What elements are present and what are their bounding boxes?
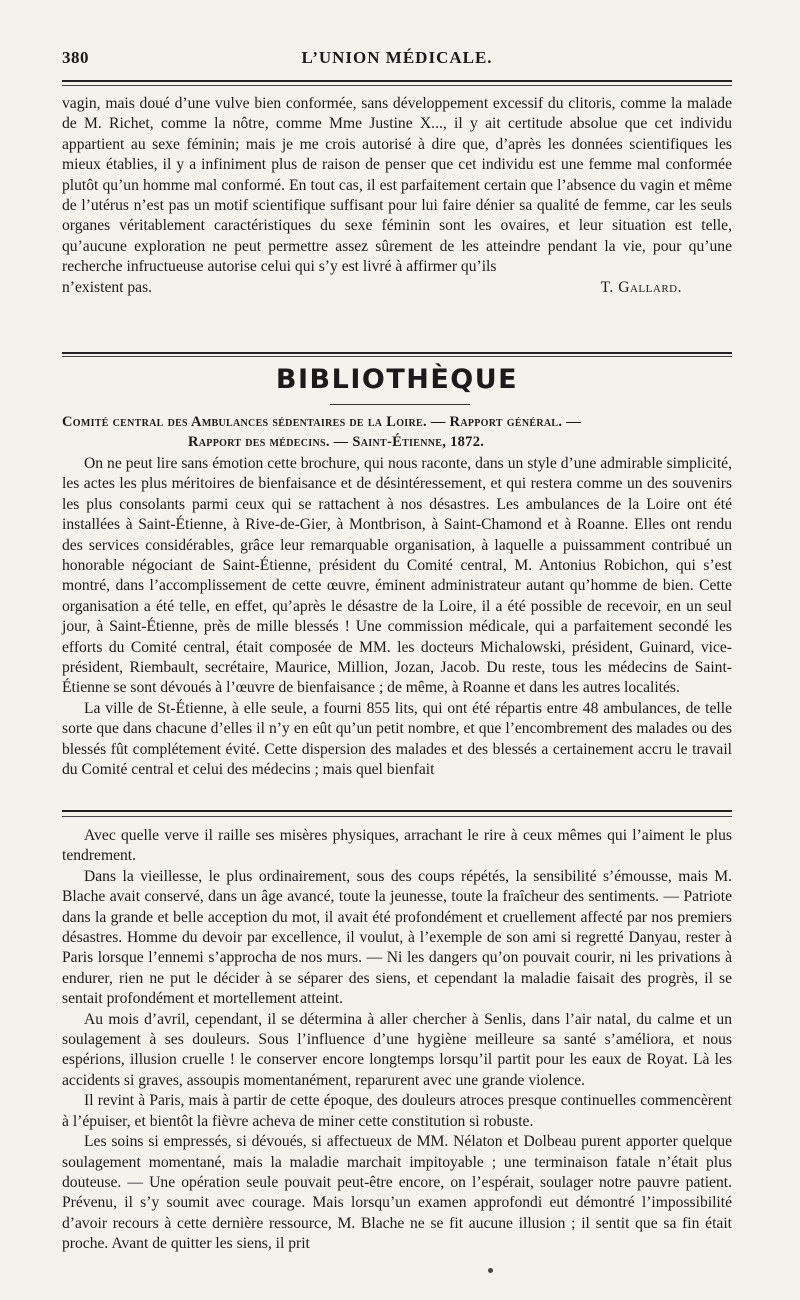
review-title xyxy=(62,412,732,452)
review-title-line-2: Rapport des médecins. — Saint-Étienne, 1872. xyxy=(188,434,485,450)
section-rule xyxy=(62,352,732,354)
review-body xyxy=(62,454,732,804)
review-title-line-1: Comité central des Ambulances sédentaires de la Loire. — Rapport général. — xyxy=(62,414,581,430)
header-rule-thin xyxy=(62,85,732,86)
obituary-paragraph: Dans la vieillesse, le plus ordinairement, sous des coups répétés, la sensibilité s’émousse, mais M. Blache avait conservé, dans un âge avancé, toute la jeunesse, toute la fraîcheur des sentiments. — Patriote dans la grande et belle acception du mot, il avait été profondément et cruellement affecté par nos premiers désastres. Homme du devoir par excellence, il voulut, à l’exemple de son ami si regretté Danyau, rester à Paris lorsque l’ennemi s’approcha de nos murs. — Ni les dangers qu’on pouvait courir, ni les privations à endurer, rien ne put le décider à se séparer des siens, et cependant la maladie faisait des progrès, il se sentait profondément et mortellement atteint. xyxy=(62,867,732,1008)
obituary-paragraph: Avec quelle verve il raille ses misères physiques, arrachant le rire à ceux mêmes qui l’aiment le plus tendrement. xyxy=(62,827,732,865)
running-head xyxy=(62,48,732,74)
obituary-paragraph: Il revint à Paris, mais à partir de cette époque, des douleurs atroces presque continuelles commencèrent à l’épuiser, et bientôt la fièvre acheva de miner cette constitution si robuste. xyxy=(62,1092,732,1130)
article-last-line: n’existent pas. xyxy=(62,278,153,296)
heading-underline xyxy=(330,404,470,405)
article-conclusion xyxy=(62,94,732,348)
article-closing-line xyxy=(62,278,732,298)
section-heading: BIBLIOTHÈQUE xyxy=(275,364,519,395)
feuilleton-rule xyxy=(62,810,732,812)
feuilleton-rule-thin xyxy=(62,816,732,817)
section-rule-thin xyxy=(62,356,732,357)
printer-mark xyxy=(488,1268,493,1273)
journal-title: L’UNION MÉDICALE. xyxy=(301,48,493,67)
page-number: 380 xyxy=(62,48,89,67)
obituary-paragraph: Au mois d’avril, cependant, il se détermina à aller chercher à Senlis, dans l’air natal, du calme et un soulagement à ses douleurs. Sous l’influence d’une hygiène meilleure sa santé s’améliora, et nous espérions, illusion cruelle ! le conserver encore longtemps lorsqu’il partit pour les eaux de Royat. Là les accidents si graves, assoupis momentanément, reparurent avec une grande violence. xyxy=(62,1010,732,1089)
author-signature: T. Gallard. xyxy=(600,278,682,296)
article-paragraph: vagin, mais doué d’une vulve bien conformée, sans développement excessif du clitoris, comme la malade de M. Richet, comme la nôtre, comme Mme Justine X..., il y ait certitude absolue que cet individu appartient au sexe féminin; mais je me crois autorisé à dire que, d’après les données scientifiques les mieux établies, il y a infiniment plus de raison de penser que cet individu est une femme mal conformée plutôt qu’un homme mal conformé. En tout cas, il est parfaitement certain que l’absence du vagin et même de l’utérus n’est pas un motif scientifique suffisant pour lui faire dénier sa qualité de femme, car les seuls organes véritablement caractéristiques du sexe féminin sont les ovaires, et leur situation est telle, qu’aucune exploration ne peut permettre assez sûrement de les atteindre pendant la vie, pour qu’une recherche infructueuse autorise celui qui s’y est livré à affirmer qu’ils xyxy=(62,95,732,276)
review-paragraph: On ne peut lire sans émotion cette brochure, qui nous raconte, dans un style d’une admirable simplicité, les actes les plus méritoires de bienfaisance et de désintéressement, et qui restera comme un des souvenirs les plus consolants parmi ceux qui se rattachent à nos désastres. Les ambulances de la Loire ont été installées à Saint-Étienne, à Rive-de-Gier, à Montbrison, à Saint-Chamond et à Roanne. Elles ont rendu des services considérables, grâce leur remarquable organisation, à laquelle a puissamment contribué un honorable négociant de Saint-Étienne, président du Comité central, M. Antonius Robichon, qui s’est montré, dans l’accomplissement de cette œuvre, éminent administrateur autant qu’homme de bien. Cette organisation a été telle, en effet, qu’après le désastre de la Loire, il a été possible de recevoir, en un seul jour, à Saint-Étienne, près de mille blessés ! Une commission médicale, qui a parfaitement secondé les efforts du Comité central, était composée de MM. les docteurs Michalowski, président, Guinard, vice-président, Riembault, secrétaire, Maurice, Million, Jozan, Jacob. Du reste, tous les médecins de Saint-Étienne se sont dévoués à l’œuvre de bienfaisance ; de même, à Roanne et dans les autres localités. xyxy=(62,455,732,697)
obituary-paragraph: Les soins si empressés, si dévoués, si affectueux de MM. Nélaton et Dolbeau purent apporter quelque soulagement momentané, mais la maladie marchait impitoyable ; une terminaison fatale n’était plus douteuse. — Une opération seule pouvait peut-être encore, on l’espérait, soulager notre pauvre patient. Prévenu, il s’y soumit avec courage. Mais lorsqu’un examen approfondi eut démontré l’impossibilité d’avoir recours à cette dernière ressource, M. Blache ne se fit aucune illusion ; il sentit que sa fin était proche. Avant de quitter les siens, il prit xyxy=(62,1133,732,1253)
obituary-text xyxy=(62,826,732,1254)
review-paragraph: La ville de St-Étienne, à elle seule, a fourni 855 lits, qui ont été répartis entre 48 ambulances, de telle sorte que dans chacune d’elles il n’y en eût qu’un petit nombre, et que l’encombrement des malades ou des blessés fût complétement évité. Cette dispersion des malades et des blessés a certainement accru le travail du Comité central et celui des médecins ; mais quel bienfait xyxy=(62,699,732,779)
header-rule xyxy=(62,80,732,82)
